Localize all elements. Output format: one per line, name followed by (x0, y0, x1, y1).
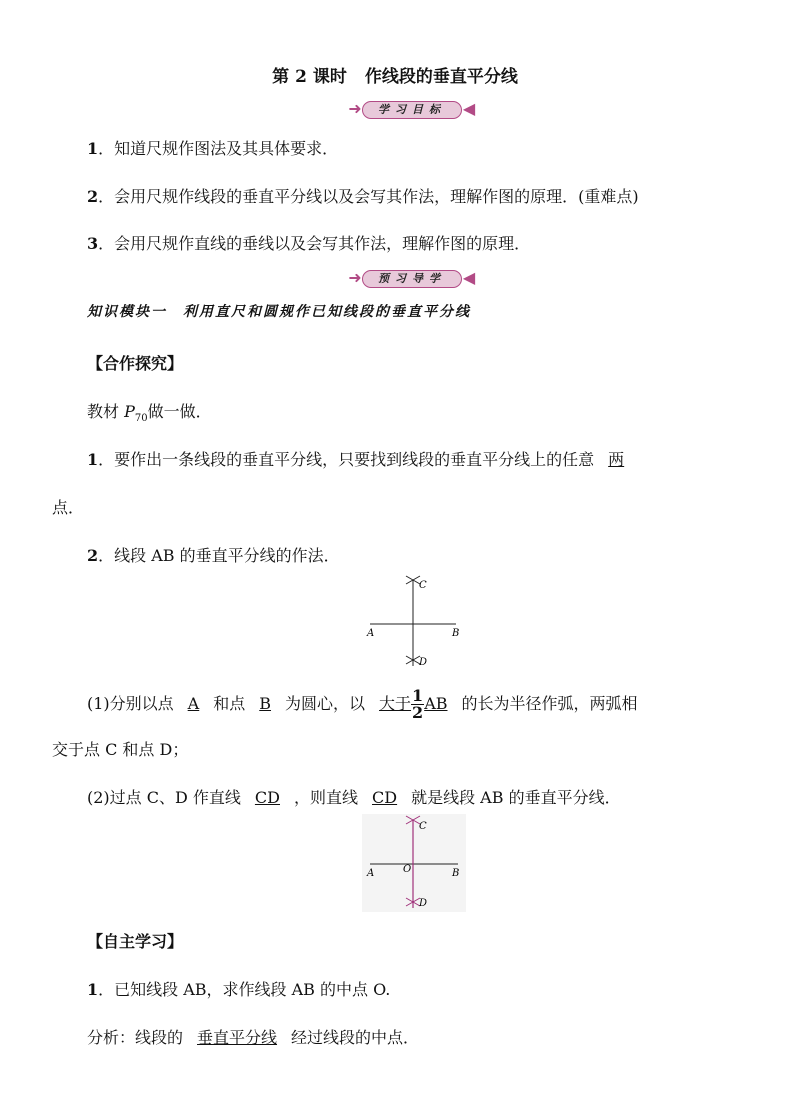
goals-banner-label: 学习目标 (362, 101, 462, 119)
answer-blank: B (259, 694, 272, 713)
analysis: 分析：线段的 垂直平分线 经过线段的中点． (87, 1028, 420, 1047)
arrow-left-icon: ◀ (462, 268, 476, 287)
label-a: A (367, 628, 375, 639)
textbook-reference: 教材 $P_{70}$做一做． (87, 402, 212, 425)
step-1: (1)分别以点 A 和点 B 为圆心，以 大于 $\frac{1}{2}$ AB 的长为半径作弧，两弧相 (87, 686, 638, 722)
arrow-right-icon: ➜ (348, 99, 362, 118)
label-d: D (419, 898, 428, 909)
goal-item: 3．会用尺规作直线的垂线以及会写其作法，理解作图的原理． (87, 234, 531, 253)
arrow-right-icon: ➜ (348, 268, 362, 287)
preview-banner (348, 267, 476, 289)
answer-blank: 大于 $\frac{1}{2}$ AB (379, 686, 448, 722)
question-1: 1．要作出一条线段的垂直平分线，只要找到线段的垂直平分线上的任意 两 (87, 447, 638, 470)
preview-banner-label: 预习导学 (362, 270, 462, 288)
answer-blank: CD (372, 788, 398, 807)
step-2: (2)过点 C、D 作直线 CD ，则直线 CD 就是线段 AB 的垂直平分线． (87, 788, 621, 807)
label-d: D (419, 657, 428, 668)
goal-item: 1．知道尺规作图法及其具体要求． (87, 139, 339, 158)
answer-blank: 垂直平分线 (197, 1028, 278, 1047)
self-study-question-1: 1．已知线段 AB，求作线段 AB 的中点 O. (87, 980, 391, 999)
figure-background (362, 814, 466, 912)
figure-perpendicular-bisector-construction (360, 572, 470, 672)
answer-blank: 两 (608, 450, 625, 469)
answer-blank: CD (254, 788, 280, 807)
figure-perpendicular-bisector-result (362, 814, 466, 912)
label-o: O (403, 864, 412, 875)
arrow-left-icon: ◀ (462, 99, 476, 118)
lesson-topic: 作线段的垂直平分线 (364, 67, 518, 87)
question-1-tail: 点． (52, 498, 85, 517)
page-title (0, 62, 790, 87)
fraction-one-half: $\frac{1}{2}$ (412, 686, 424, 722)
question-2: 2．线段 AB 的垂直平分线的作法． (87, 546, 340, 565)
label-b: B (452, 628, 460, 639)
label-c: C (419, 580, 427, 591)
label-b: B (452, 868, 460, 879)
lesson-number: 第 2 课时 (272, 67, 347, 87)
cooperate-heading: 【合作探究】 (87, 354, 184, 373)
module-label: 知识模块一 利用直尺和圆规作已知线段的垂直平分线 (87, 304, 471, 320)
goal-item: 2．会用尺规作线段的垂直平分线以及会写其作法，理解作图的原理．(重难点) (87, 187, 639, 206)
goals-banner (348, 98, 476, 120)
label-c: C (419, 821, 427, 832)
label-a: A (367, 868, 375, 879)
self-study-heading: 【自主学习】 (87, 932, 184, 951)
answer-blank: A (187, 694, 200, 713)
step-1-line-2: 交于点 C 和点 D； (52, 740, 189, 759)
